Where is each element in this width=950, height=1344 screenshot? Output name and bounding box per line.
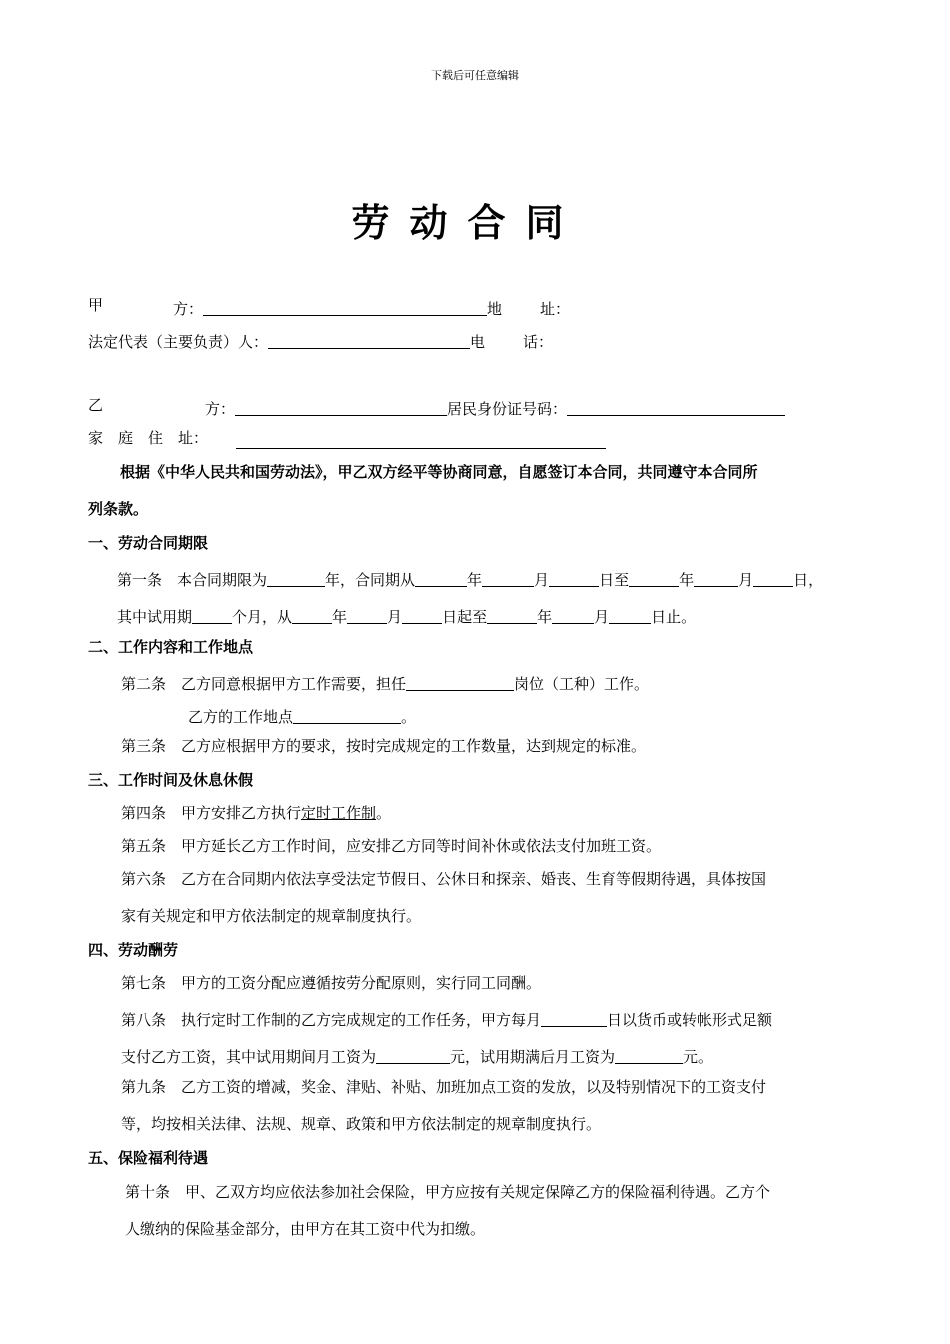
article-10-line-2: 人缴纳的保险基金部分，由甲方在其工资中代为扣缴。 (125, 1220, 486, 1238)
pay-day-field[interactable] (541, 1011, 607, 1027)
term-years-field[interactable] (267, 571, 325, 587)
party-a-fang: 方： 地 址： (173, 300, 571, 318)
fixed-hours-underlined: 定时工作制 (301, 804, 377, 822)
start-day-field[interactable] (549, 571, 599, 587)
party-a-name-field[interactable] (203, 300, 487, 316)
end-day-field[interactable] (753, 571, 793, 587)
article-8-line-1: 第八条 执行定时工作制的乙方完成规定的工作任务，甲方每月 日以货币或转帐形式足额 (121, 1011, 773, 1029)
section-1-heading: 一、劳动合同期限 (88, 534, 209, 552)
party-b-line: 方： 居民身份证号码： (205, 398, 785, 417)
party-a-label: 甲 (88, 296, 104, 314)
probation-start-month-field[interactable] (347, 608, 387, 624)
probation-end-day-field[interactable] (609, 608, 651, 624)
section-3-heading: 三、工作时间及休息休假 (88, 771, 254, 789)
section-5-heading: 五、保险福利待遇 (88, 1149, 209, 1167)
start-year-field[interactable] (415, 571, 467, 587)
article-6-line-1: 第六条 乙方在合同期内依法享受法定节假日、公休日和探亲、婚丧、生育等假期待遇，具体按国 (121, 870, 767, 888)
article-9-line-2: 等，均按相关法律、法规、规章、政策和甲方依法制定的规章制度执行。 (121, 1115, 602, 1133)
party-b-label: 乙 (88, 396, 104, 414)
regular-salary-field[interactable] (615, 1048, 683, 1064)
end-month-field[interactable] (694, 571, 738, 587)
probation-months-field[interactable] (192, 608, 232, 624)
document-title: 劳动合同 (351, 200, 584, 245)
probation-salary-field[interactable] (376, 1048, 450, 1064)
article-10-line-1: 第十条 甲、乙双方均应依法参加社会保险，甲方应按有关规定保障乙方的保险福利待遇。乙方个 (125, 1183, 771, 1201)
probation-start-day-field[interactable] (402, 608, 442, 624)
start-month-field[interactable] (482, 571, 534, 587)
party-a-rep-line: 法定代表（主要负责）人： 电 话： (88, 333, 554, 351)
end-year-field[interactable] (629, 571, 679, 587)
article-6-line-2: 家有关规定和甲方依法制定的规章制度执行。 (121, 907, 422, 925)
article-2-line-1: 第二条 乙方同意根据甲方工作需要，担任 岗位（工种）工作。 (121, 675, 650, 693)
party-b-id-field[interactable] (567, 400, 785, 416)
party-b-name-field[interactable] (235, 400, 447, 416)
position-field[interactable] (406, 675, 514, 691)
article-8-line-2: 支付乙方工资，其中试用期间月工资为 元，试用期满后月工资为 元。 (121, 1048, 714, 1066)
preamble-line-1: 根据《中华人民共和国劳动法》，甲乙双方经平等协商同意，自愿签订本合同，共同遵守本合同所 (120, 463, 758, 481)
article-9-line-1: 第九条 乙方工资的增减，奖金、津贴、补贴、加班加点工资的发放，以及特别情况下的工资支付 (121, 1078, 767, 1096)
article-1-line-2: 其中试用期 个月，从 年 月 日起至 年 月 日止。 (117, 608, 697, 626)
article-3: 第三条 乙方应根据甲方的要求，按时完成规定的工作数量，达到规定的标准。 (121, 737, 647, 755)
article-4: 第四条 甲方安排乙方执行定时工作制。 (121, 804, 392, 822)
section-4-heading: 四、劳动酬劳 (88, 941, 179, 959)
article-1-line-1: 第一条 本合同期限为 年，合同期从 年 月 日至 年 月 日， (117, 571, 824, 589)
article-2-line-2: 乙方的工作地点 。 (188, 708, 417, 726)
page-header: 下载后可任意编辑 (431, 69, 519, 82)
party-a-rep-field[interactable] (268, 333, 470, 349)
preamble-line-2: 列条款。 (88, 500, 149, 518)
probation-start-year-field[interactable] (292, 608, 332, 624)
party-b-address-label: 家 庭 住 址： (88, 429, 209, 447)
article-5: 第五条 甲方延长乙方工作时间，应安排乙方同等时间补休或依法支付加班工资。 (121, 837, 662, 855)
section-2-heading: 二、工作内容和工作地点 (88, 638, 254, 656)
probation-end-year-field[interactable] (487, 608, 537, 624)
party-b-address-field[interactable] (236, 433, 606, 449)
article-7: 第七条 甲方的工资分配应遵循按劳分配原则，实行同工同酬。 (121, 974, 542, 992)
work-location-field[interactable] (293, 708, 401, 724)
probation-end-month-field[interactable] (552, 608, 594, 624)
